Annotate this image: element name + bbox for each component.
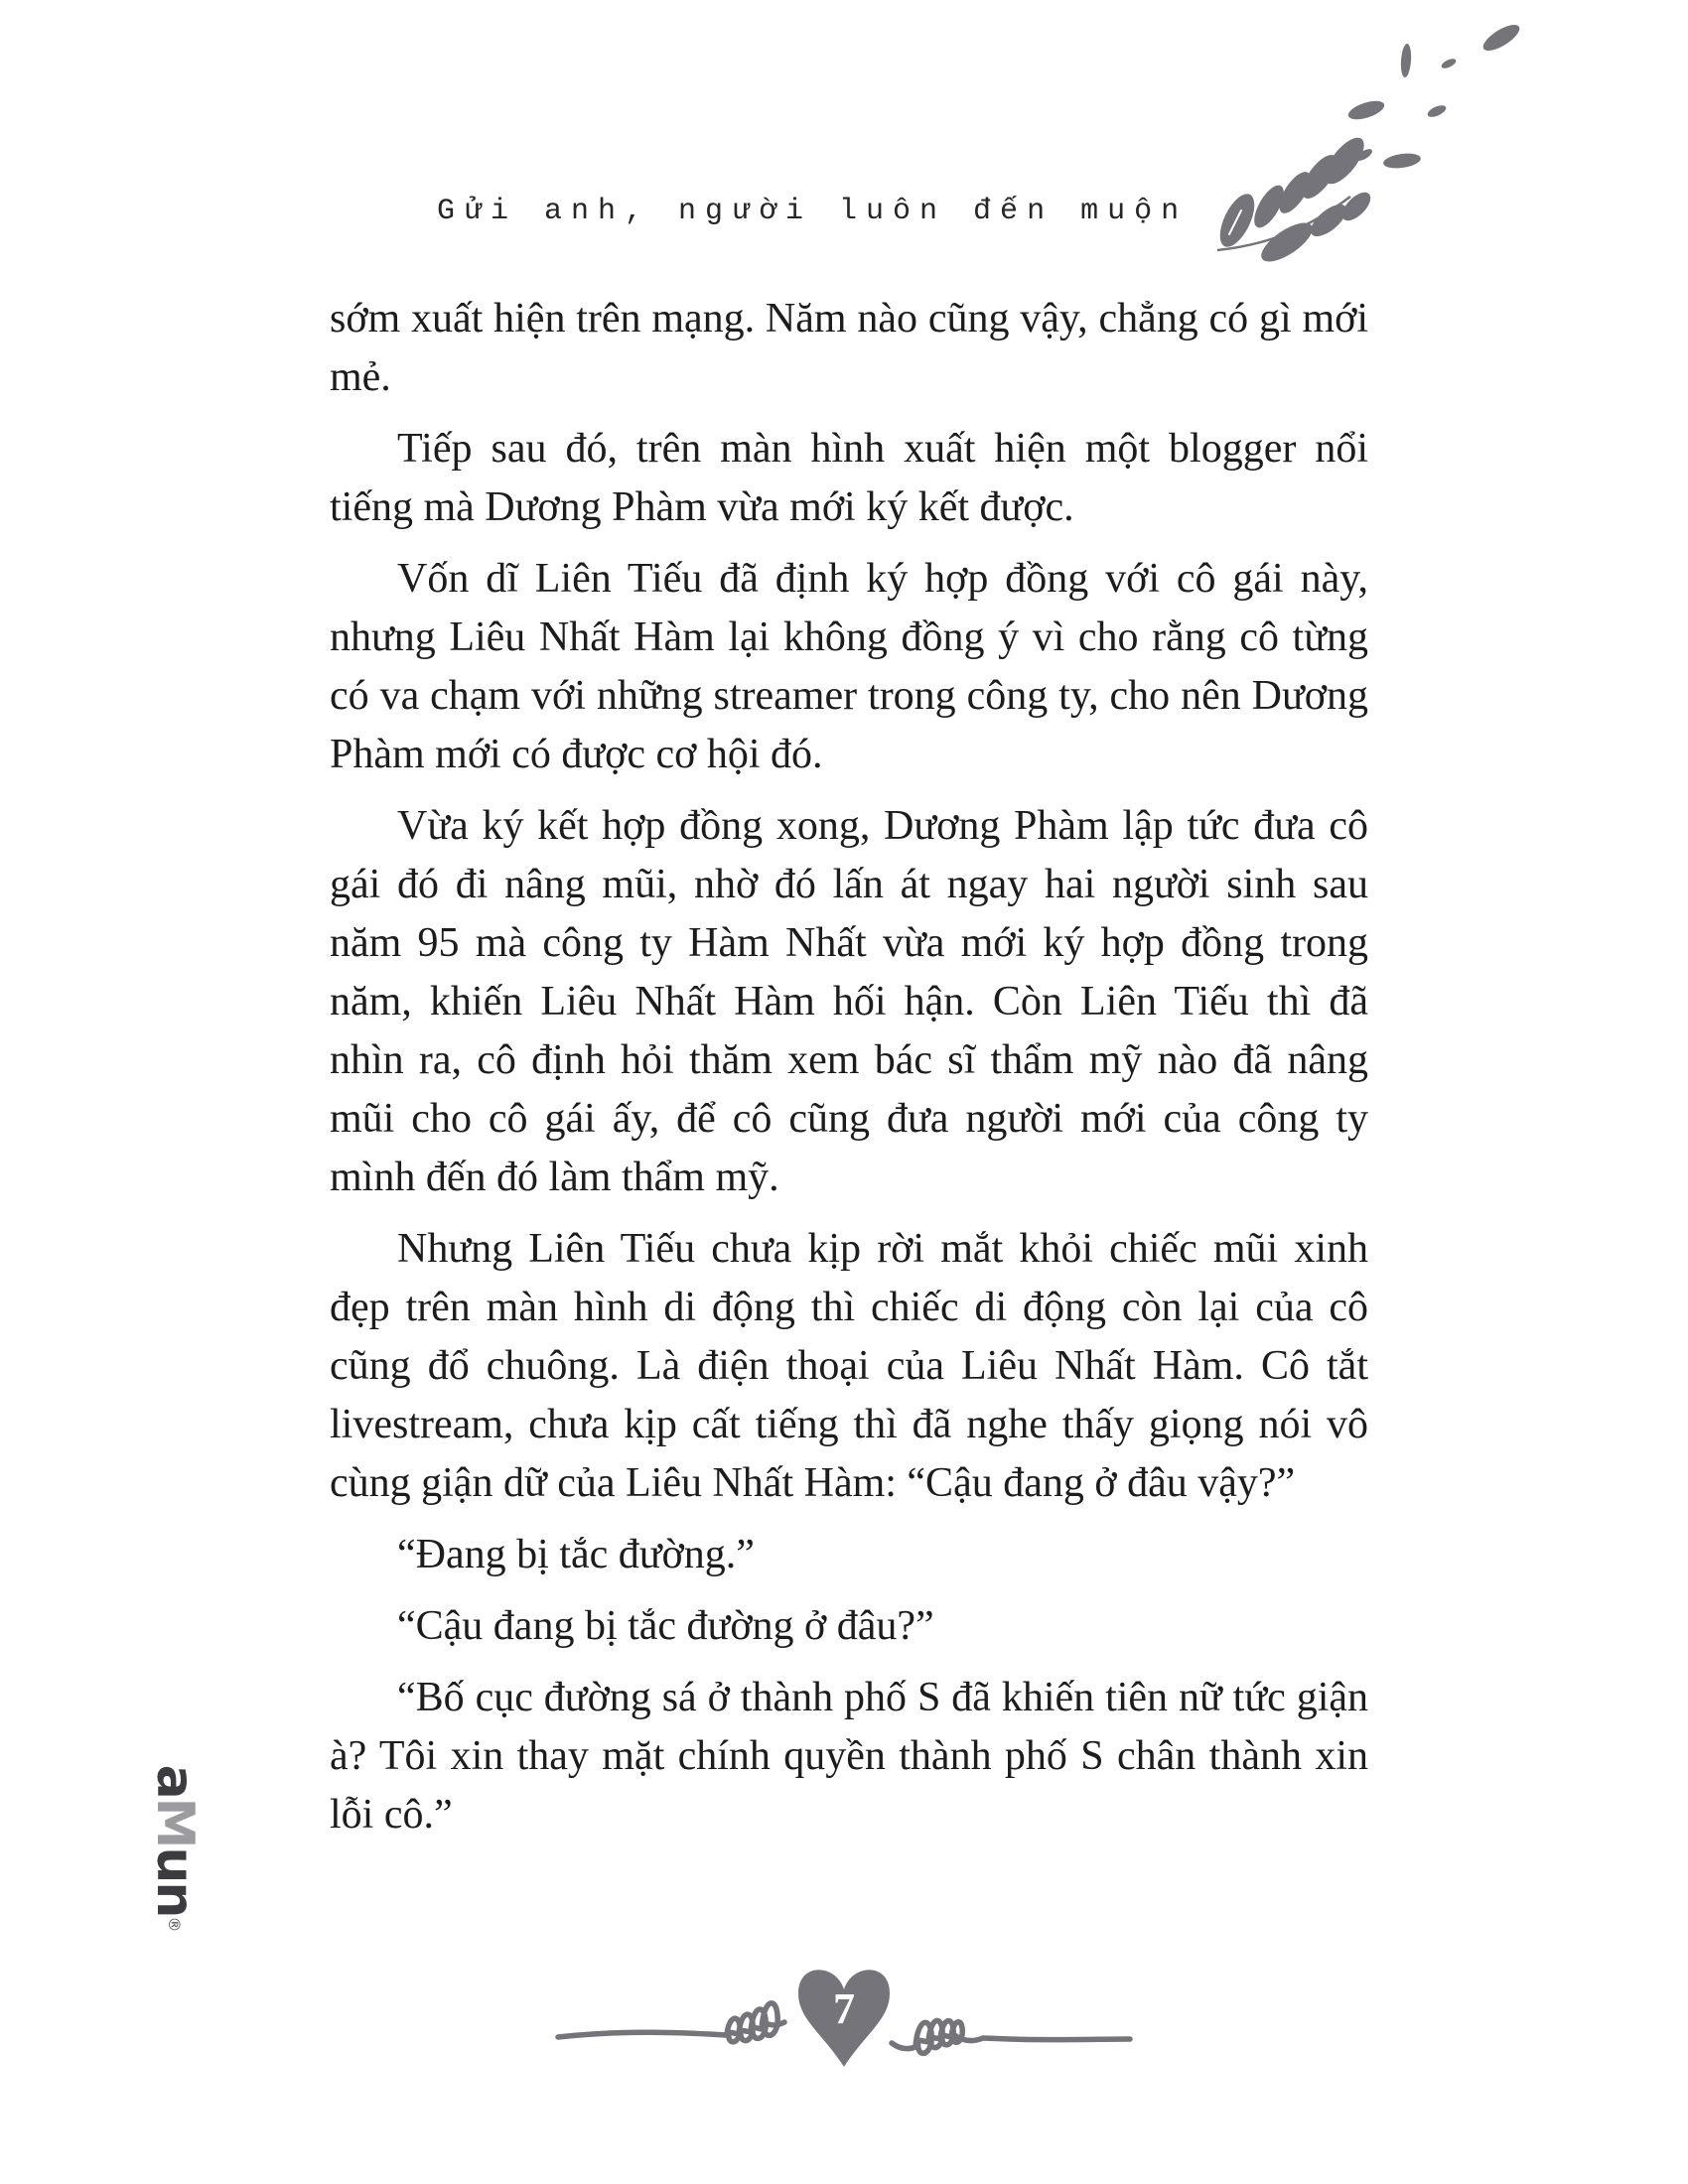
scattered-leaves-icon — [1346, 20, 1523, 170]
leaves-decoration-icon — [1215, 6, 1557, 266]
logo-letter-a: a — [145, 1764, 205, 1798]
paragraph: sớm xuất hiện trên mạng. Năm nào cũng vậy, chẳng có gì mới mẻ. — [330, 296, 1368, 400]
page-number: 7 — [833, 1984, 855, 2033]
body-text — [330, 290, 1368, 1857]
logo-letters-un: un — [145, 1846, 205, 1917]
paragraph: Vừa ký kết hợp đồng xong, Dương Phàm lập tức đưa cô gái đó đi nâng mũi, nhờ đó lấn át ngay hai người sinh sau năm 95 mà công ty Hàm Nhất vừa mới ký hợp đồng trong năm, khiến Liêu Nhất Hàm hối hận. Còn Liên Tiếu thì đã nhìn ra, cô định hỏi thăm xem bác sĩ thẩm mỹ nào đã nâng mũi cho cô gái ấy, để cô cũng đưa người mới của công ty mình đến đó làm thẩm mỹ. — [330, 803, 1368, 1200]
paragraph: “Bố cục đường sá ở thành phố S đã khiến tiên nữ tức giận à? Tôi xin thay mặt chính quyền thành phố S chân thành xin lỗi cô.” — [330, 1675, 1368, 1838]
publisher-logo — [95, 1764, 254, 1933]
branch-leaves-icon — [1215, 132, 1375, 266]
logo-letter-m: M — [145, 1797, 205, 1847]
publisher-logo-wordmark — [95, 1764, 254, 1933]
paragraph: “Cậu đang bị tắc đường ở đâu?” — [397, 1603, 934, 1649]
footer-ornament — [552, 1942, 1136, 2083]
paragraph: Vốn dĩ Liên Tiếu đã định ký hợp đồng với cô gái này, nhưng Liêu Nhất Hàm lại không đồng ý vì cho rằng cô từng có va chạm với những streamer trong công ty, cho nên Dương Phàm mới có được cơ hội đó. — [330, 556, 1368, 777]
registered-mark: ® — [165, 1916, 185, 1933]
paragraph: Nhưng Liên Tiếu chưa kịp rời mắt khỏi chiếc mũi xinh đẹp trên màn hình di động thì chiếc di động còn lại của cô cũng đổ chuông. Là điện thoại của Liêu Nhất Hàm. Cô tắt livestream, chưa kịp cất tiếng thì đã nghe thấy giọng nói vô cùng giận dữ của Liêu Nhất Hàm: “Cậu đang ở đâu vậy?” — [330, 1226, 1368, 1506]
paragraph: “Đang bị tắc đường.” — [397, 1532, 755, 1577]
paragraph: Tiếp sau đó, trên màn hình xuất hiện một blogger nổi tiếng mà Dương Phàm vừa mới ký kết được. — [330, 426, 1368, 530]
running-header-title: Gửi anh, người luôn đến muộn — [437, 195, 1189, 228]
